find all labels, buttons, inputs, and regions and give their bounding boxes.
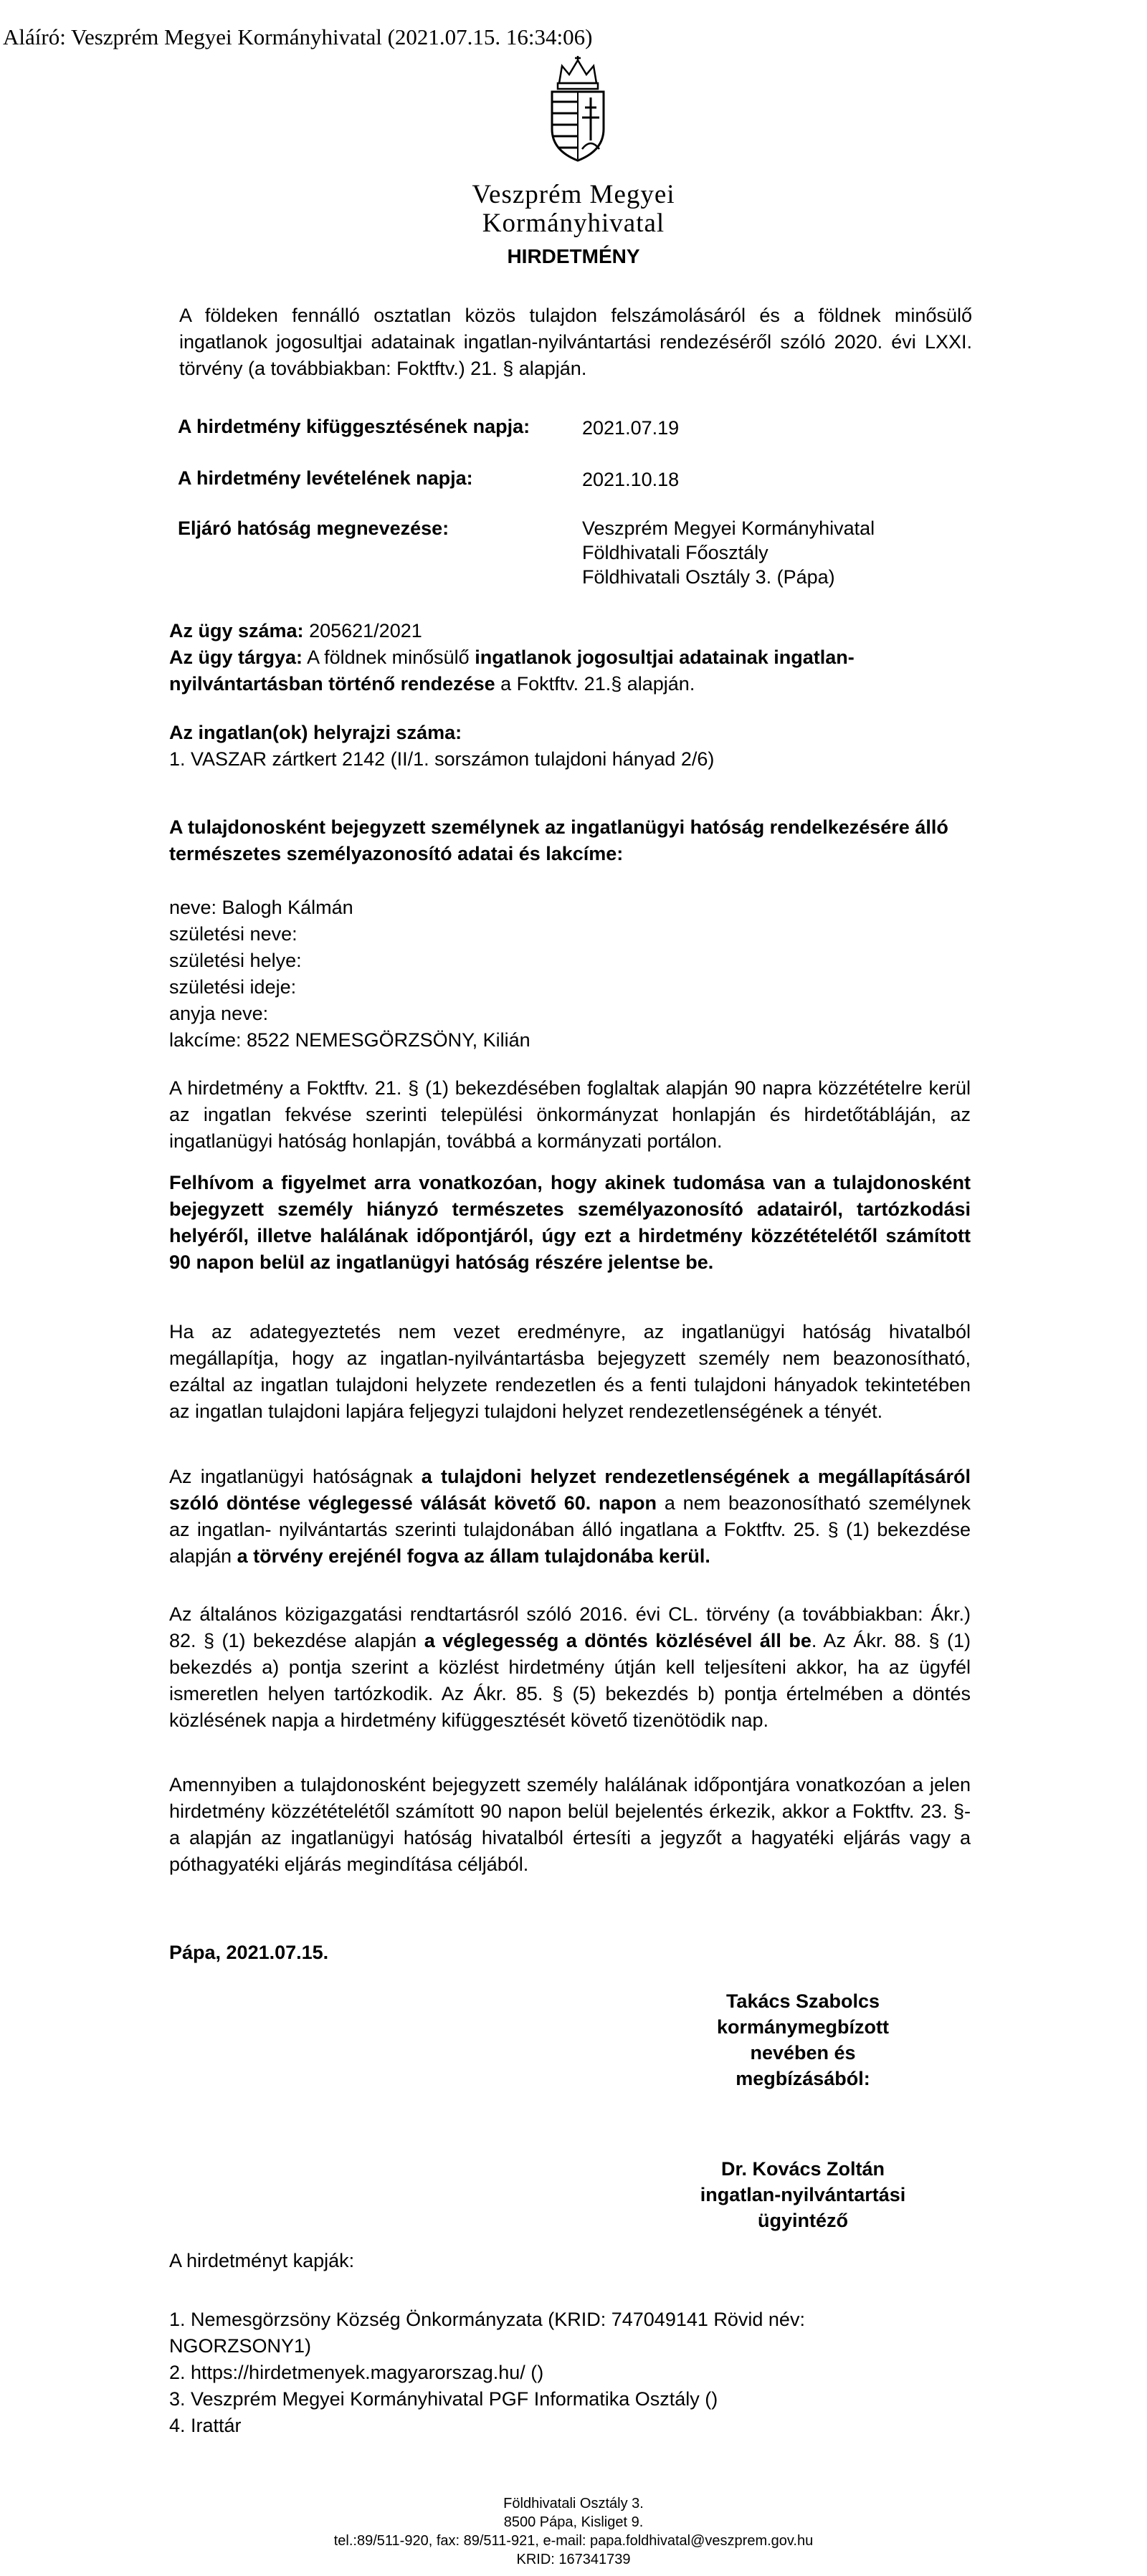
signature-block-1: [667, 1988, 939, 2091]
footer-line: tel.:89/511-920, fax: 89/511-921, e-mail: papa.foldhivatal@veszprem.gov.hu: [333, 2533, 814, 2549]
parcel-label: Az ingatlan(ok) helyrajzi száma:: [169, 722, 462, 743]
owner-field: neve: Balogh Kálmán: [169, 897, 353, 918]
document-title: HIRDETMÉNY: [507, 245, 640, 267]
case-subject-bold: ingatlanok jogosultjai adatainak ingatlan-nyilvántartásban történő rendezése: [169, 647, 855, 695]
org-name-line2: Kormányhivatal: [482, 209, 665, 238]
owner-field: születési helye:: [169, 950, 302, 971]
authority-line: Veszprém Megyei Kormányhivatal: [582, 517, 875, 539]
place-date: Pápa, 2021.07.15.: [169, 1942, 329, 1963]
finality-paragraph: Az általános közigazgatási rendtartásról szóló 2016. évi CL. törvény (a továbbiakban: Ákr.) 82. § (1) bekezdése alapján a véglegesség a döntés közlésével áll be. Az Ákr. 88. § (1) bekezdés a) pontja szerint a közlést hirdetmény útján kell teljesíteni akkor, ha az ügyfél ismeretlen helyen tartózkodik. Az Ákr. 85. § (5) bekezdés b) pontja értelmében a döntés közlésének napja a hirdetmény kifüggesztését követő tizenötödik nap.: [169, 1603, 971, 1731]
owner-field: születési ideje:: [169, 976, 297, 998]
footer-line: KRID: 167341739: [516, 2552, 631, 2567]
org-name-line1: Veszprém Megyei: [472, 180, 675, 209]
recipient-item: 2. https://hirdetmenyek.magyarorszag.hu/ (): [169, 2362, 544, 2383]
state-ownership-paragraph: Az ingatlanügyi hatóságnak a tulajdoni helyzet rendezetlenségének a megállapításáról szóló döntése véglegessé válását követő 60. napon a nem beazonosítható személynek az ingatlan- nyilvántartás szerinti tulajdonában álló ingatlana a Foktftv. 25. § (1) bekezdése alapján a törvény erejénél fogva az állam tulajdonába kerül.: [169, 1466, 971, 1567]
notice-paragraph: Felhívom a figyelmet arra vonatkozóan, hogy akinek tudomása van a tulajdonosként bejegyzett személy hiányzó természetes személyazonosító adatairól, tartózkodási helyéről, illetve halálának időpontjáról, úgy ezt a hirdetmény közzétételétől számított 90 napon belül az ingatlanügyi hatóság részére jelentse be.: [169, 1172, 971, 1273]
signature-line: megbízásából:: [736, 2068, 870, 2089]
signature-line: ingatlan-nyilvántartási: [700, 2184, 906, 2205]
owner-field: lakcíme: 8522 NEMESGÖRZSÖNY, Kilián: [169, 1029, 530, 1051]
posting-date-label: A hirdetmény kifüggesztésének napja:: [178, 416, 530, 437]
intro-paragraph: A földeken fennálló osztatlan közös tulajdon felszámolásáról és a földnek minősülő ingatlanok jogosultjai adatainak ingatlan-nyilvántartási rendezéséről szóló 2020. évi LXXI. törvény (a továbbiakban: Foktftv.) 21. § alapján.: [179, 305, 972, 379]
case-subject-post: a Foktftv. 21.§ alapján.: [500, 673, 695, 695]
footer-contact: [215, 2494, 932, 2569]
signature-line: kormánymegbízott: [716, 2016, 890, 2038]
posting-date-value: 2021.07.19: [582, 417, 680, 439]
removal-date-value: 2021.10.18: [582, 469, 680, 490]
recipient-item: 3. Veszprém Megyei Kormányhivatal PGF Informatika Osztály (): [169, 2388, 718, 2410]
signature-line: Takács Szabolcs: [725, 1990, 880, 2012]
case-subject-pre: A földnek minősülő: [307, 647, 470, 668]
publication-paragraph: A hirdetmény a Foktftv. 21. § (1) bekezdésében foglaltak alapján 90 napra közzétételre kerül az ingatlan fekvése szerinti települési önkormányzat honlapján és hirdetőtábláján, az ingatlanügyi hatóság honlapján, továbbá a kormányzati portálon.: [169, 1077, 971, 1152]
case-number-value: 205621/2021: [309, 620, 422, 641]
authority-value: [582, 516, 875, 589]
removal-date-label: A hirdetmény levételének napja:: [178, 467, 473, 489]
coat-of-arms-icon: [545, 56, 611, 162]
parcel-block: [169, 720, 971, 773]
case-subject-label: Az ügy tárgya:: [169, 647, 303, 668]
case-block: [169, 618, 971, 697]
recipient-item: NGORZSONY1): [169, 2335, 312, 2357]
recipients-list: [169, 2307, 971, 2439]
authority-line: Földhivatali Osztály 3. (Pápa): [582, 566, 835, 588]
signature-line: ügyintéző: [758, 2210, 848, 2231]
probate-paragraph: Amennyiben a tulajdonosként bejegyzett személy halálának időpontjára vonatkozóan a jelen hirdetmény közzétételétől számított 90 napon belül bejelentés érkezik, akkor a Foktftv. 23. §-a alapján az ingatlanügyi hatóság hivatalból értesíti a jegyzőt a hagyatéki eljárás vagy a póthagyatéki eljárás megindítása céljából.: [169, 1774, 971, 1875]
owner-data: [169, 895, 971, 1054]
owner-heading: A tulajdonosként bejegyzett személynek az ingatlanügyi hatóság rendelkezésére álló természetes személyazonosító adatai és lakcíme:: [169, 816, 948, 864]
recipient-item: 1. Nemesgörzsöny Község Önkormányzata (KRID: 747049141 Rövid név:: [169, 2309, 805, 2330]
footer-line: Földhivatali Osztály 3.: [503, 2496, 644, 2511]
signer-line: Aláíró: Veszprém Megyei Kormányhivatal (2021.07.15. 16:34:06): [3, 24, 593, 49]
authority-label: Eljáró hatóság megnevezése:: [178, 517, 449, 539]
footer-line: 8500 Pápa, Kisliget 9.: [503, 2514, 644, 2530]
recipient-item: 4. Irattár: [169, 2415, 242, 2436]
signature-line: Dr. Kovács Zoltán: [720, 2158, 885, 2180]
signature-line: nevében és: [750, 2042, 856, 2064]
authority-line: Földhivatali Főosztály: [582, 542, 768, 563]
parcel-value: 1. VASZAR zártkert 2142 (II/1. sorszámon tulajdoni hányad 2/6): [169, 748, 715, 770]
signature-block-2: [667, 2156, 939, 2233]
reconciliation-paragraph: Ha az adategyeztetés nem vezet eredményre, az ingatlanügyi hatóság hivatalból megállapítja, hogy az ingatlan-nyilvántartásba bejegyzett személy nem beazonosítható, ezáltal az ingatlan tulajdoni helyzete rendezetlen és a fenti tulajdoni hányadok tekintetében az ingatlan tulajdoni lapjára feljegyzi tulajdoni helyzet rendezetlenségének a tényét.: [169, 1321, 971, 1422]
owner-field: anyja neve:: [169, 1003, 269, 1024]
recipients-heading: A hirdetményt kapják:: [169, 2250, 355, 2271]
case-number-label: Az ügy száma:: [169, 620, 304, 641]
owner-field: születési neve:: [169, 923, 298, 945]
